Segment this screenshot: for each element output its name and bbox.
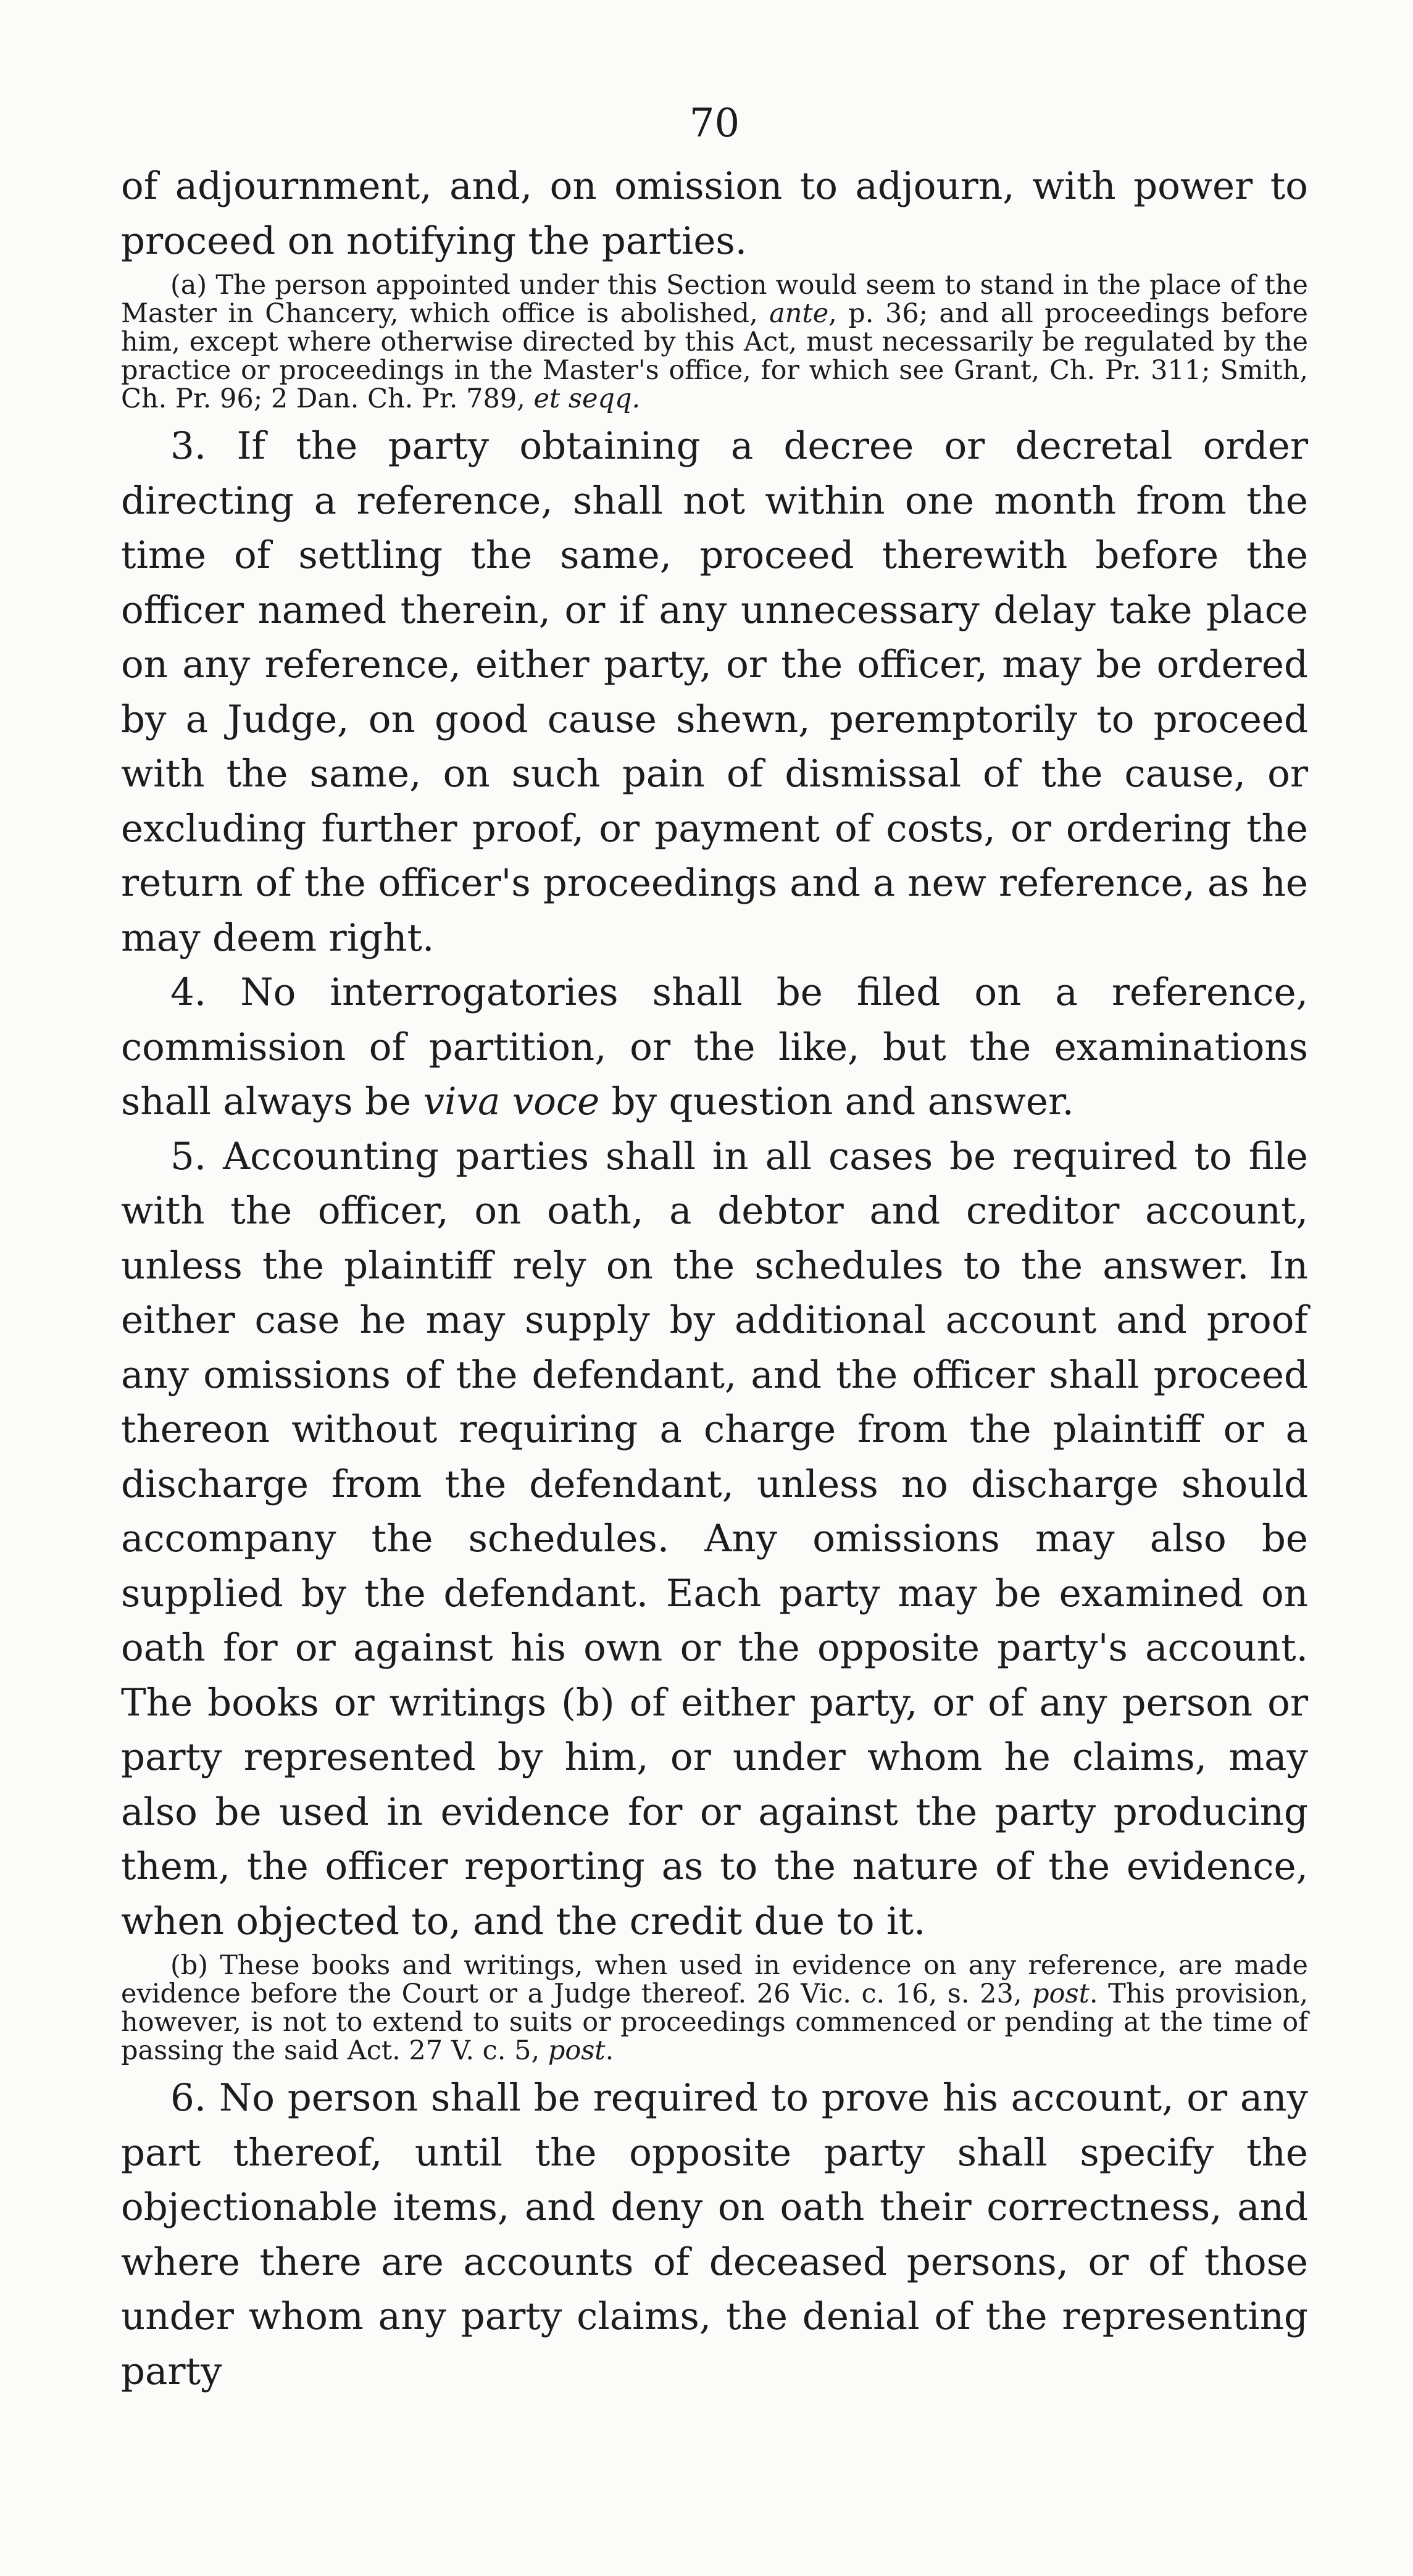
- paragraph-6: 6. No person shall be required to prove his account, or any part thereof, until the opposite party shall specify the objectionable items, and deny on oath their correctness, and where there are accounts of deceased persons, or of those under whom any party claims, the denial of the representing party: [121, 2076, 1308, 2393]
- footnote-a: (a) The person appointed under this Section would seem to stand in the place of the Master in Chancery, which office is abolished, ante, p. 36; and all proceedings before him, except where otherwise directed by this Act, must necessarily be regulated by the practice or proceedings in the Master's office, for which see Grant, Ch. Pr. 311; Smith, Ch. Pr. 96; 2 Dan. Ch. Pr. 789, et seqq.: [121, 270, 1308, 414]
- paragraph-5: 5. Accounting parties shall in all cases be required to file with the officer, on oath, a debtor and creditor account, unless the plaintiff rely on the schedules to the answer. In either case he may supply by additional account and proof any omissions of the defendant, and the officer shall proceed thereon without requiring a charge from the plaintiff or a discharge from the defendant, unless no discharge should accompany the schedules. Any omissions may also be supplied by the defendant. Each party may be examined on oath for or against his own or the opposite party's account. The books or writings (b) of either party, or of any person or party represented by him, or under whom he claims, may also be used in evidence for or against the party producing them, the officer reporting as to the nature of the evidence, when objected to, and the credit due to it.: [121, 1134, 1308, 1943]
- paragraph-4: 4. No interrogatories shall be filed on a reference, commission of partition, or the like, but the examinations shall always be viva voce by question and answer.: [121, 970, 1308, 1123]
- page-number: 70: [689, 101, 740, 146]
- footnote-b-marker: (b): [170, 1950, 209, 1981]
- paragraph-3: 3. If the party obtaining a decree or decretal order directing a reference, shall not within one month from the time of settling the same, proceed therewith before the officer named therein, or if any unnecessary delay take place on any reference, either party, or the officer, may be ordered by a Judge, on good cause shewn, peremptorily to proceed with the same, on such pain of dismissal of the cause, or excluding further proof, or payment of costs, or ordering the return of the officer's proceedings and a new reference, as he may deem right.: [121, 424, 1308, 960]
- footnote-a-marker: (a): [170, 270, 207, 301]
- footnote-b: (b) These books and writings, when used in evidence on any reference, are made evidence before the Court or a Judge thereof. 26 Vic. c. 16, s. 23, post. This provision, however, is not to extend to suits or proceedings commenced or pending at the time of passing the said Act. 27 V. c. 5, post.: [121, 1950, 1308, 2066]
- continuation-paragraph: of adjournment, and, on omission to adjourn, with power to proceed on notifying the parties.: [121, 164, 1308, 263]
